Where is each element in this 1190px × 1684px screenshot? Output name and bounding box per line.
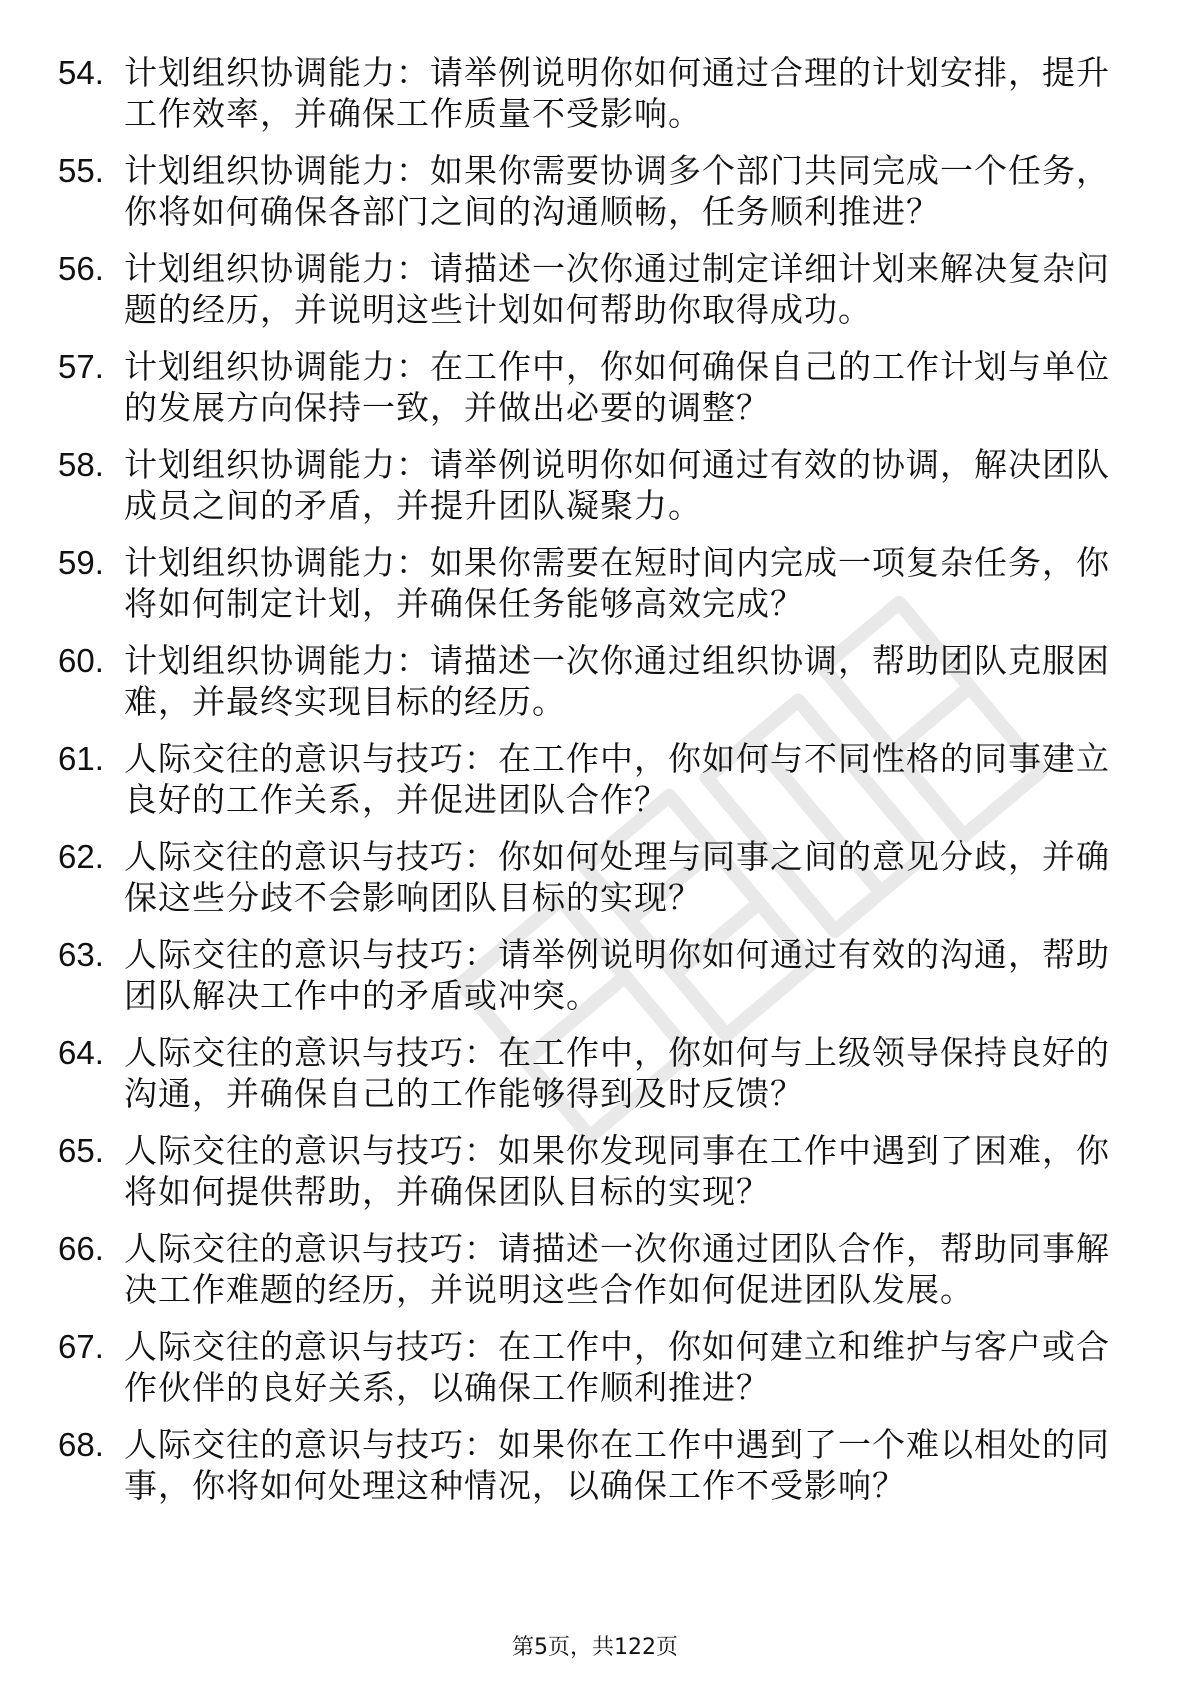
question-text: 人际交往的意识与技巧：在工作中，你如何与上级领导保持良好的沟通，并确保自己的工作能够得到及时反馈？	[124, 1033, 1110, 1113]
question-text: 人际交往的意识与技巧：如果你发现同事在工作中遇到了困难，你将如何提供帮助，并确保团队目标的实现？	[124, 1131, 1110, 1211]
question-text: 人际交往的意识与技巧：如果你在工作中遇到了一个难以相处的同事，你将如何处理这种情况，以确保工作不受影响？	[124, 1425, 1110, 1505]
question-item	[58, 1130, 1118, 1228]
question-number: 65.	[58, 1132, 104, 1169]
question-item	[58, 444, 1118, 542]
question-number: 64.	[58, 1034, 104, 1071]
question-item	[58, 346, 1118, 444]
question-item	[58, 934, 1118, 1032]
question-text: 计划组织协调能力：如果你需要协调多个部门共同完成一个任务，你将如何确保各部门之间的沟通顺畅，任务顺利推进？	[124, 151, 1110, 231]
question-text: 计划组织协调能力：请举例说明你如何通过合理的计划安排，提升工作效率，并确保工作质量不受影响。	[124, 53, 1110, 133]
question-text: 人际交往的意识与技巧：请描述一次你通过团队合作，帮助同事解决工作难题的经历，并说明这些合作如何促进团队发展。	[124, 1229, 1110, 1309]
question-text: 计划组织协调能力：请描述一次你通过制定详细计划来解决复杂问题的经历，并说明这些计划如何帮助你取得成功。	[124, 249, 1110, 329]
question-number: 57.	[58, 348, 104, 385]
question-text: 人际交往的意识与技巧：你如何处理与同事之间的意见分歧，并确保这些分歧不会影响团队目标的实现？	[124, 837, 1110, 917]
question-number: 62.	[58, 838, 104, 875]
question-number: 58.	[58, 446, 104, 483]
question-item	[58, 542, 1118, 640]
question-text: 计划组织协调能力：请描述一次你通过组织协调，帮助团队克服困难，并最终实现目标的经历。	[124, 641, 1110, 721]
question-number: 66.	[58, 1230, 104, 1267]
question-item	[58, 1032, 1118, 1130]
question-item	[58, 52, 1118, 150]
question-item	[58, 836, 1118, 934]
question-text: 人际交往的意识与技巧：请举例说明你如何通过有效的沟通，帮助团队解决工作中的矛盾或冲突。	[124, 935, 1110, 1015]
question-number: 55.	[58, 152, 104, 189]
question-number: 68.	[58, 1426, 104, 1463]
question-number: 56.	[58, 250, 104, 287]
question-number: 60.	[58, 642, 104, 679]
question-number: 59.	[58, 544, 104, 581]
question-item	[58, 248, 1118, 346]
question-item	[58, 738, 1118, 836]
question-text: 计划组织协调能力：在工作中，你如何确保自己的工作计划与单位的发展方向保持一致，并做出必要的调整？	[124, 347, 1110, 427]
question-item	[58, 640, 1118, 738]
page-number-label: 第5页，共122页	[512, 1635, 678, 1660]
question-item	[58, 1326, 1118, 1424]
question-text: 人际交往的意识与技巧：在工作中，你如何与不同性格的同事建立良好的工作关系，并促进团队合作？	[124, 739, 1110, 819]
question-number: 63.	[58, 936, 104, 973]
question-number: 54.	[58, 54, 104, 91]
question-item	[58, 1228, 1118, 1326]
question-text: 计划组织协调能力：如果你需要在短时间内完成一项复杂任务，你将如何制定计划，并确保任务能够高效完成？	[124, 543, 1110, 623]
page-footer	[0, 1630, 1190, 1661]
question-number: 67.	[58, 1328, 104, 1365]
question-text: 计划组织协调能力：请举例说明你如何通过有效的协调，解决团队成员之间的矛盾，并提升团队凝聚力。	[124, 445, 1110, 525]
question-text: 人际交往的意识与技巧：在工作中，你如何建立和维护与客户或合作伙伴的良好关系，以确保工作顺利推进？	[124, 1327, 1110, 1407]
question-list	[58, 52, 1118, 1522]
question-number: 61.	[58, 740, 104, 777]
question-item	[58, 150, 1118, 248]
question-item	[58, 1424, 1118, 1522]
